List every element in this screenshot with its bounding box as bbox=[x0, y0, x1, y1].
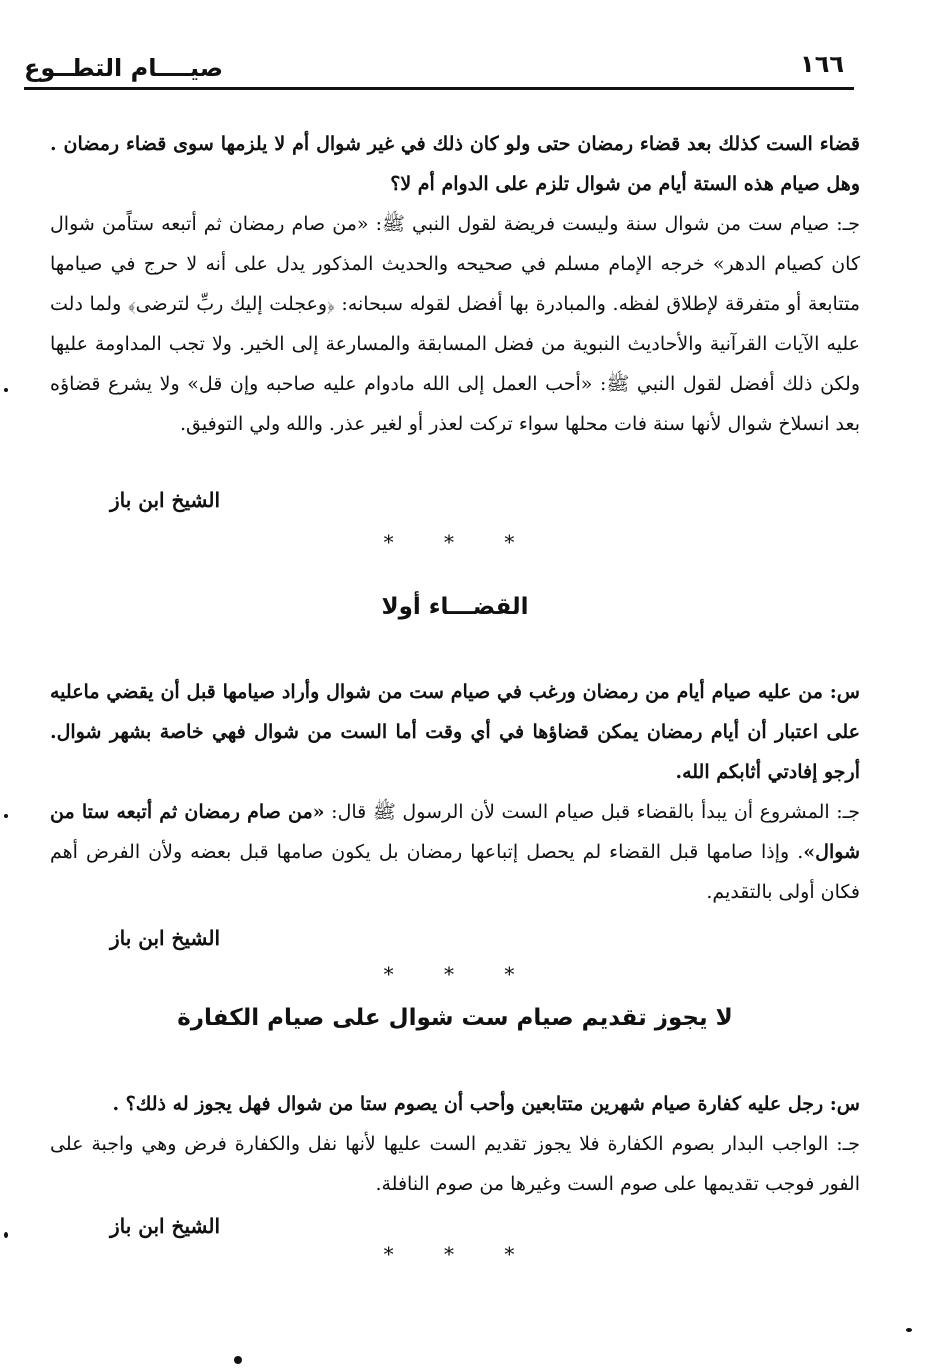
section3-answer: جـ: الواجب البدار بصوم الكفارة فلا يجوز تقديم الست عليها لأنها نفل والكفارة فرض وهي واجبة على الفور فوجب تقديمها على صوم الست وغيرها من صوم النافلة. bbox=[50, 1133, 860, 1195]
section3-text bbox=[50, 1084, 860, 1204]
section2-answer-quote: «من صام رمضان ثم أتبعه ستا من شوال» bbox=[50, 801, 860, 863]
section3-question: س: رجل عليه كفارة صيام شهرين متتابعين وأحب أن يصوم ستا من شوال فهل يجوز له ذلك؟ . bbox=[112, 1093, 860, 1115]
section3-separator: * * * bbox=[383, 1242, 537, 1266]
header-rule bbox=[24, 87, 854, 90]
section2-answer-pre: جـ: المشروع أن يبدأ بالقضاء قبل صيام الست لأن الرسول ﷺ قال: bbox=[324, 801, 860, 823]
section3-title: لا يجوز تقديم صيام ست شوال على صيام الكفارة bbox=[177, 1005, 733, 1031]
scan-speck bbox=[4, 1232, 8, 1238]
section1-signature: الشيخ ابن باز bbox=[109, 488, 220, 512]
running-title: صيــــام التطــوع bbox=[24, 54, 224, 82]
scan-speck bbox=[906, 1328, 912, 1332]
section2-text bbox=[50, 672, 860, 912]
section2-question: س: من عليه صيام أيام من رمضان ورغب في صيام ست من شوال وأراد صيامها قبل أن يقضي ماعليه على اعتبار أن أيام رمضان يمكن قضاؤها في أي وقت أما الست من شوال فهي خاصة بشهر شوال. أرجو إفادتي أثابكم الله. bbox=[50, 681, 860, 783]
section2-answer-post: . وإذا صامها قبل القضاء لم يحصل إتباعها رمضان بل يكون صامها قبل بعضه ولأن الفرض أهم فكان أولى بالتقديم. bbox=[50, 841, 860, 903]
section3-signature: الشيخ ابن باز bbox=[109, 1214, 220, 1238]
section2-signature: الشيخ ابن باز bbox=[109, 926, 220, 950]
scan-speck bbox=[234, 1356, 242, 1364]
section1-answer: جـ: صيام ست من شوال سنة وليست فريضة لقول النبي ﷺ: «من صام رمضان ثم أتبعه ستاًمن شوال كان كصيام الدهر» خرجه الإمام مسلم في صحيحه والحديث المذكور يدل على أنه لا حرج في صيامها متتابعة أو متفرقة لإطلاق لفظه. والمبادرة بها أفضل لقوله سبحانه: ﴿وعجلت إليك ربِّ لترضى﴾ ولما دلت عليه الآيات القرآنية والأحاديث النبوية من فضل المسابقة والمسارعة إلى الخير. ولا تجب المداومة عليها ولكن ذلك أفضل لقول النبي ﷺ: «أحب العمل إلى الله مادوام عليه صاحبه وإن قل» ولا يشرع قضاؤه بعد انسلاخ شوال لأنها سنة فات محلها سواء تركت لعذر أو لغير عذر. والله ولي التوفيق. bbox=[50, 213, 860, 435]
page-header bbox=[24, 48, 854, 90]
scan-speck bbox=[4, 814, 8, 818]
scan-speck bbox=[4, 388, 8, 392]
section1-text bbox=[50, 124, 860, 444]
section2-title: القضـــاء أولا bbox=[381, 594, 529, 620]
section1-separator: * * * bbox=[383, 530, 537, 554]
section2-separator: * * * bbox=[383, 962, 537, 986]
page-number: ١٦٦ bbox=[800, 50, 844, 78]
section1-question: قضاء الست كذلك بعد قضاء رمضان حتى ولو كان ذلك في غير شوال أم لا يلزمها سوى قضاء رمضان . وهل صيام هذه الستة أيام من شوال تلزم على الدوام أم لا؟ bbox=[50, 133, 860, 195]
